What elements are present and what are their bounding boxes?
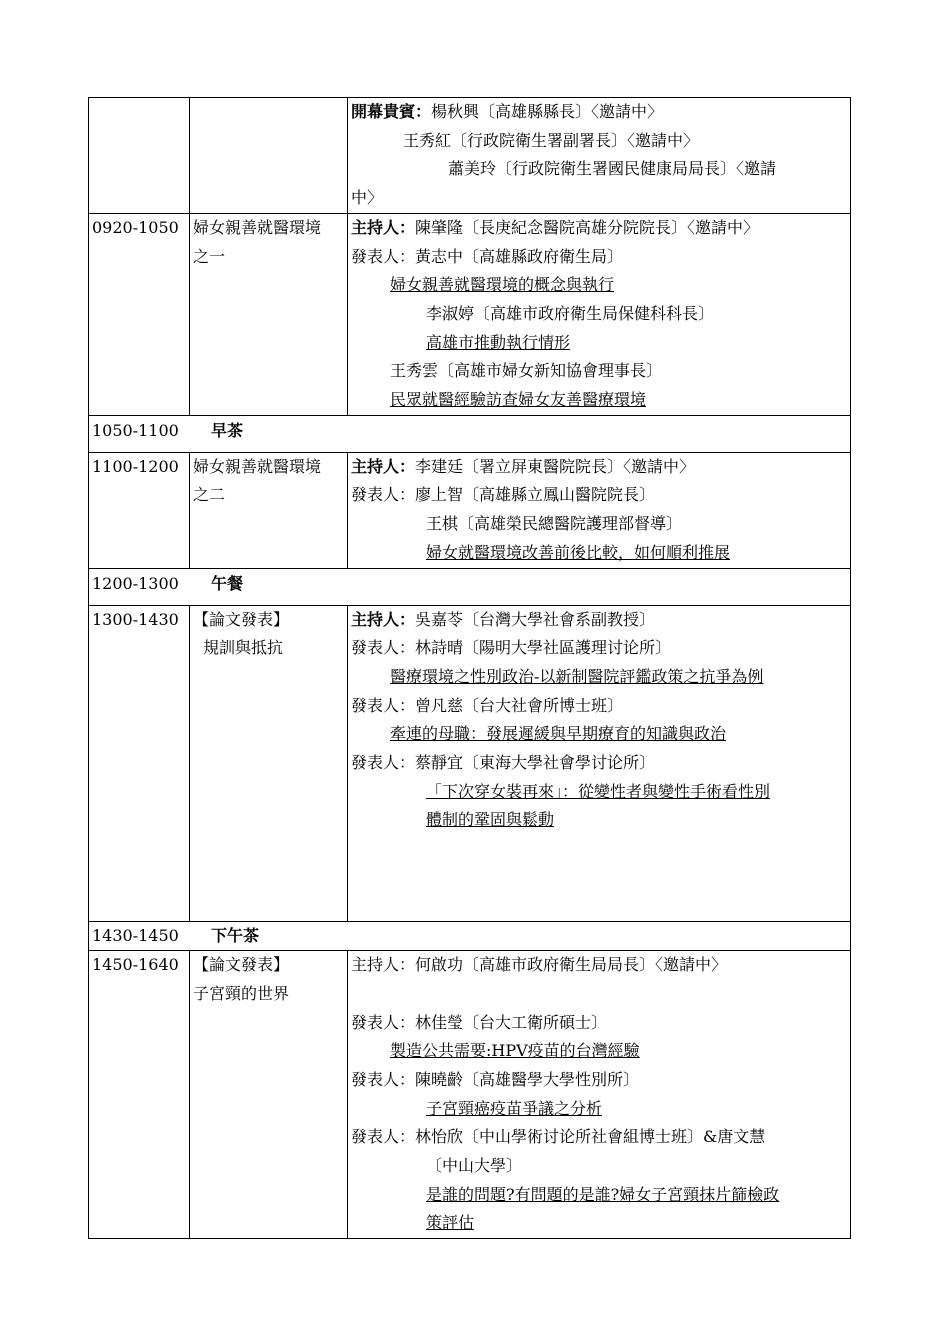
time-cell: 1050-1100: [92, 420, 179, 440]
guest-line: 中〉: [351, 188, 384, 208]
table-row: [89, 951, 851, 1239]
paper-title: 醫療環境之性別政治-以新制醫院評鑑政策之抗爭為例: [390, 666, 764, 686]
break-cell: [89, 568, 851, 605]
host-label: 主持人：: [351, 609, 416, 629]
host-label: 主持人：: [351, 456, 416, 476]
paper-title: 牽連的母職：發展遲緩與早期療育的知識與政治: [390, 724, 727, 744]
guest-line: 楊秋興〔高雄縣縣長〕〈邀請中〉: [431, 102, 664, 121]
presenter-line: 發表人：黃志中〔高雄縣政府衛生局〕: [351, 246, 624, 266]
guest-line: 蕭美玲〔行政院衛生署國民健康局局長〕〈邀請: [448, 159, 777, 179]
presenter-affiliation: 〔中山大學〕: [426, 1156, 523, 1176]
paper-title: 策評估: [426, 1213, 475, 1233]
paper-title: 製造公共需要:HPV疫苗的台灣經驗: [390, 1041, 640, 1061]
table-row: [89, 922, 851, 951]
paper-title: 是誰的問題?有問題的是誰?婦女子宮頸抹片篩檢政: [426, 1184, 780, 1204]
break-cell: [89, 415, 851, 452]
presenter-line: 發表人：陳曉齡〔高雄醫學大學性別所〕: [351, 1069, 640, 1089]
presenter-line: 發表人：曾凡慈〔台大社會所博士班〕: [351, 695, 624, 715]
presenter-line: 發表人：廖上智〔高雄縣立鳳山醫院院長〕: [351, 485, 656, 505]
schedule-table: [88, 97, 851, 1239]
presenter-line: 發表人：林佳瑩〔台大工衛所碩士〕: [351, 1012, 608, 1032]
topic-line: 子宮頸的世界: [193, 983, 290, 1003]
time-cell: 1430-1450: [92, 926, 179, 946]
break-label: 下午茶: [211, 926, 260, 946]
presenter-line: 發表人：林詩晴〔陽明大學社區護理讨论所〕: [351, 638, 672, 658]
schedule-sheet: [88, 97, 851, 1239]
table-row: [89, 213, 851, 415]
presenter-line: 發表人：蔡靜宜〔東海大學社會學讨论所〕: [351, 753, 656, 773]
paper-title: 子宮頸癌疫苗爭議之分析: [426, 1098, 603, 1118]
host-label: 主持人：: [351, 217, 416, 237]
table-row: [89, 605, 851, 922]
topic-cell: [190, 98, 348, 214]
paper-title: 高雄市推動執行情形: [426, 332, 571, 352]
table-row: [89, 568, 851, 605]
detail-cell: [348, 98, 851, 214]
topic-line: 規訓與抵抗: [203, 638, 284, 658]
host-text: 吳嘉苓〔台灣大學社會系副教授〕: [415, 609, 656, 629]
break-label: 午餐: [211, 573, 244, 593]
time-cell: 1200-1300: [92, 573, 179, 593]
paper-title: 婦女就醫環境改善前後比較，如何順利推展: [426, 542, 731, 562]
topic-line: 【論文發表】: [193, 955, 290, 975]
presenter-line: 發表人：林怡欣〔中山學術讨论所社會組博士班〕&唐文慧: [351, 1127, 766, 1147]
table-row: [89, 415, 851, 452]
topic-cell: [190, 951, 348, 1239]
spacer: [351, 980, 850, 1009]
host-text: 主持人：何啟功〔高雄市政府衛生局局長〕〈邀請中〉: [351, 955, 728, 975]
time-cell: 1300-1430: [89, 605, 190, 922]
host-text: 陳肇隆〔長庚紀念醫院高雄分院院長〕〈邀請中〉: [415, 217, 760, 237]
paper-title: 「下次穿女裝再來」：從變性者與變性手術看性別: [426, 781, 771, 801]
presenter-line: 李淑婷〔高雄市政府衛生局保健科科長〕: [426, 303, 715, 323]
topic-line: 之二: [193, 485, 226, 505]
detail-cell: [348, 951, 851, 1239]
detail-cell: [348, 213, 851, 415]
topic-cell: [190, 213, 348, 415]
time-cell: 1100-1200: [89, 452, 190, 568]
presenter-line: 王秀雲〔高雄市婦女新知協會理事長〕: [390, 361, 663, 381]
table-row: [89, 98, 851, 214]
host-text: 李建廷〔署立屏東醫院院長〕〈邀請中〉: [415, 456, 696, 476]
paper-title: 體制的鞏固與鬆動: [426, 810, 555, 830]
break-label: 早茶: [211, 420, 244, 440]
topic-line: 【論文發表】: [193, 609, 290, 629]
time-cell: 0920-1050: [89, 213, 190, 415]
opening-guests-label: 開幕貴賓：: [351, 102, 432, 121]
guest-line: 王秀紅〔行政院衛生署副署長〕〈邀請中〉: [403, 130, 700, 150]
topic-line: 之一: [193, 246, 226, 266]
topic-line: 婦女親善就醫環境: [193, 456, 322, 476]
table-row: [89, 452, 851, 568]
presenter-line: 王棋〔高雄榮民總醫院護理部督導〕: [426, 514, 683, 534]
topic-cell: [190, 452, 348, 568]
topic-cell: [190, 605, 348, 922]
detail-cell: [348, 605, 851, 922]
break-cell: [89, 922, 851, 951]
time-cell: [89, 98, 190, 214]
detail-cell: [348, 452, 851, 568]
spacer: [351, 835, 850, 921]
time-cell: 1450-1640: [89, 951, 190, 1239]
paper-title: 民眾就醫經驗訪查婦女友善醫療環境: [390, 390, 647, 410]
paper-title: 婦女親善就醫環境的概念與執行: [390, 275, 615, 295]
topic-line: 婦女親善就醫環境: [193, 217, 322, 237]
